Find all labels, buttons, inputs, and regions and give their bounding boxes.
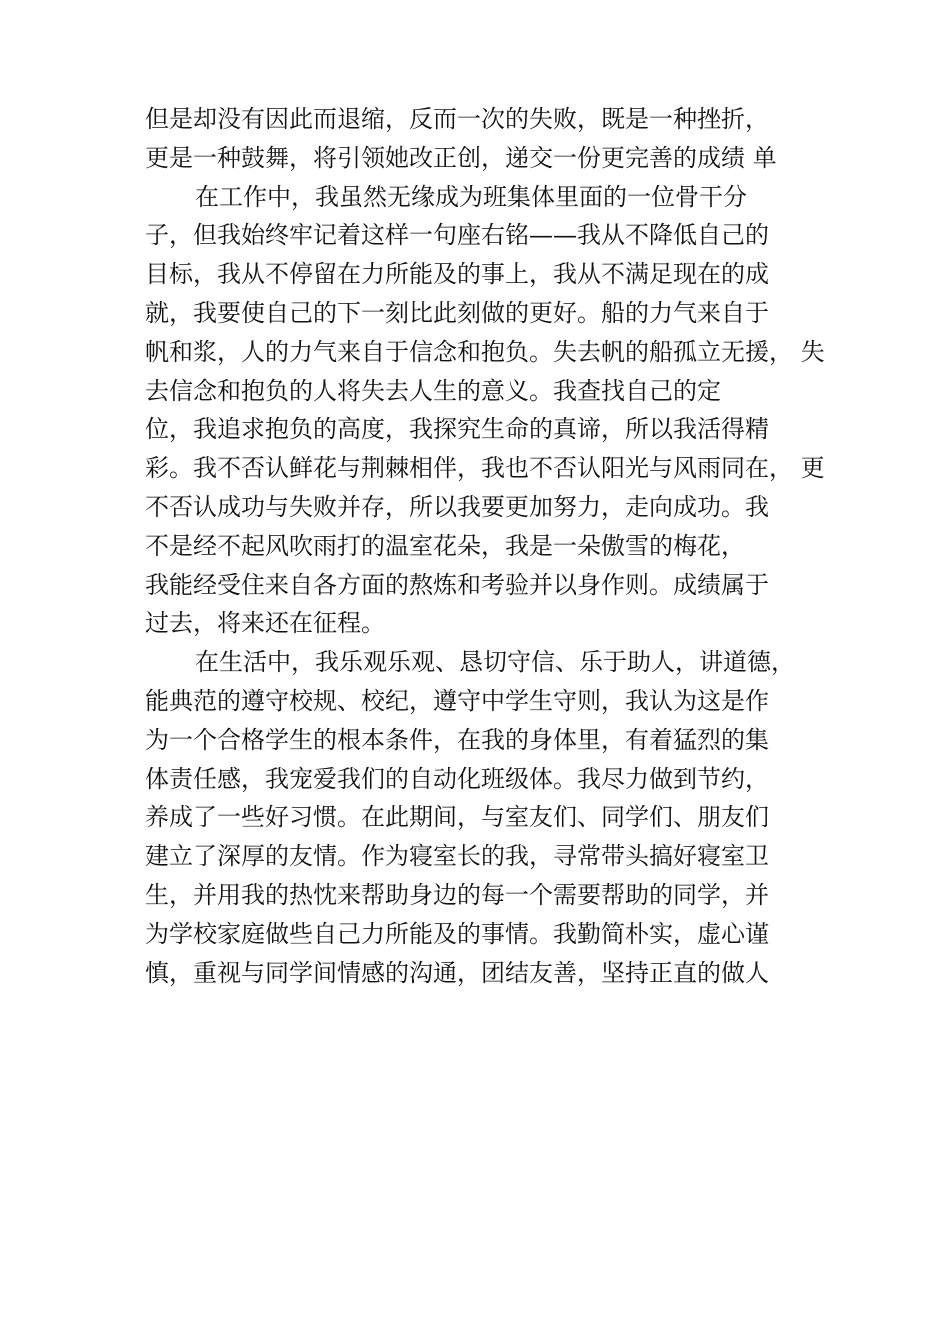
text-line: 体责任感，我宠爱我们的自动化班级体。我尽力做到节约， [145, 764, 769, 793]
text-line: 但是却没有因此而退缩，反而一次的失败，既是一种挫折， [145, 105, 769, 133]
text-line: 就，我要使自己的下一刻比此刻做的更好。船的力气来自于 [145, 298, 769, 327]
text-line: 养成了一些好习惯。在此期间，与室友们、同学们、朋友们 [145, 803, 769, 832]
paragraph-start-line: 在工作中，我虽然无缘成为班集体里面的一位骨干分 [195, 182, 747, 211]
text-line: 能典范的遵守校规、校纪，遵守中学生守则，我认为这是作 [145, 686, 769, 715]
text-line: 目标，我从不停留在力所能及的事上，我从不满足现在的成 [145, 260, 769, 289]
text-line: 彩。我不否认鲜花与荆棘相伴，我也不否认阳光与风雨同在， 更 [145, 454, 825, 483]
text-line: 子，但我始终牢记着这样一句座右铭——我从不降低自己的 [145, 221, 769, 250]
text-line: 更是一种鼓舞，将引领她改正创，递交一份更完善的成绩 单 [145, 143, 777, 172]
body-text [145, 100, 825, 992]
text-line: 建立了深厚的友情。作为寝室长的我，寻常带头搞好寝室卫 [145, 842, 769, 871]
paragraph-start-line: 在生活中，我乐观乐观、恳切守信、乐于助人，讲道德， [195, 648, 795, 677]
text-line: 位，我追求抱负的高度，我探究生命的真谛，所以我活得精 [145, 415, 769, 444]
text-line: 为学校家庭做些自己力所能及的事情。我勤简朴实，虚心谨 [145, 919, 769, 948]
text-line: 过去，将来还在征程。 [145, 609, 385, 638]
text-line: 去信念和抱负的人将失去人生的意义。我查找自己的定 [145, 376, 721, 405]
text-line: 不是经不起风吹雨打的温室花朵，我是一朵傲雪的梅花， [145, 531, 745, 560]
text-line: 为一个合格学生的根本条件，在我的身体里，有着猛烈的集 [145, 725, 769, 754]
text-line: 帆和浆，人的力气来自于信念和抱负。失去帆的船孤立无援， 失 [145, 337, 825, 366]
text-line: 我能经受住来自各方面的熬炼和考验并以身作则。成绩属于 [145, 570, 769, 599]
text-line: 慎，重视与同学间情感的沟通，团结友善，坚持正直的做人 [145, 958, 769, 987]
text-line: 不否认成功与失败并存，所以我要更加努力，走向成功。我 [145, 492, 769, 521]
text-line: 生，并用我的热忱来帮助身边的每一个需要帮助的同学，并 [145, 880, 769, 909]
